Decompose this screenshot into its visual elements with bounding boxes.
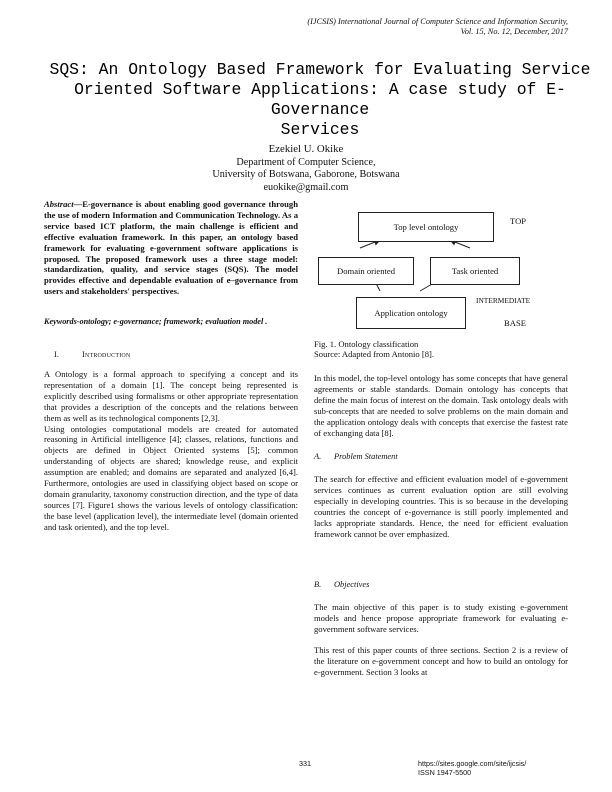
abstract — [44, 199, 298, 297]
author-university: University of Botswana, Gaborone, Botswana — [212, 169, 400, 180]
section-heading-introduction — [44, 350, 298, 361]
journal-volume: Vol. 15, No. 12, December, 2017 — [460, 27, 568, 36]
author-department: Department of Computer Science, — [236, 156, 376, 168]
subsection-heading-problem — [314, 452, 568, 463]
abstract-label: Abstract — [44, 199, 74, 209]
footer-info — [418, 759, 526, 777]
intro-paragraph-2: Using ontologies computational models are created for automated reasoning in Artificial intelligence [4]; classes, relations, functions and objects are defined in Object Oriented systems [5]; common understanding of objects are shared; knowledge reuse, and explicit assumption are enabled; and domains are separated and analyzed [6,4]. Furthermore, ontologies are used in classifying object based on scope or domain granularity, taxonomy construction direction, and the type of data sources [7]. Figure1 shows the various levels of ontology classification: the base level (application level), the intermediate level (domain oriented and task oriented), and the top level. — [44, 423, 298, 532]
box-top-level-ontology: Top level ontology — [358, 212, 494, 242]
left-column — [44, 199, 298, 533]
subsection-title: Problem Statement — [334, 452, 398, 462]
subsection-heading-objectives — [314, 580, 568, 591]
box-domain-oriented: Domain oriented — [318, 257, 414, 285]
journal-name: (IJCSIS) International Journal of Computer Science and Information Security, — [307, 17, 568, 26]
model-paragraph: In this model, the top-level ontology has some concepts that have general agreements or stable standards. Domain ontology has concepts that define the main focus of interest on the domain. Task ontology deals with sub-concepts that are needed to solve problems on the main domain and the application ontology deals with concepts that exercise the fastest rate of exchanging data [8]. — [314, 373, 568, 438]
figure-caption: Fig. 1. Ontology classification — [314, 339, 419, 349]
objectives-paragraph: The main objective of this paper is to study existing e-government models and hence propose appropriate framework for evaluating e-government software services. — [314, 601, 568, 634]
title-line-3: Services — [280, 120, 360, 139]
abstract-text: —E-governance is about enabling good governance through the use of modern Information and Communication Technology. As a service based ICT platform, the main challenge is efficient and effective evaluation framework. In this paper, an ontology based framework for evaluating e-government software applications is proposed. The proposed framework uses a three stage model: standardization, quality, and service stages (SQS). The model provides effective and dependable evaluation of e–governance from users and stakeholders' perspectives. — [44, 199, 298, 297]
figure-ontology-classification — [300, 206, 580, 336]
label-top: TOP — [510, 216, 527, 226]
right-column — [314, 373, 568, 678]
journal-url[interactable]: https://sites.google.com/site/ijcsis/ — [418, 759, 527, 768]
journal-header — [238, 17, 568, 37]
label-base: BASE — [504, 318, 526, 328]
author-block — [0, 143, 612, 194]
intro-paragraph-1: A Ontology is a formal approach to specifying a concept and its representation of a domain [1]. The concept being represented is explicitly described using formalisms or other appropriate representation that provides a description of the concepts and the relations between them as well as its technological components [2,3]. — [44, 368, 298, 423]
box-task-oriented: Task oriented — [430, 257, 520, 285]
label-intermediate: INTERMEDIATE — [476, 296, 531, 305]
title-line-2: Oriented Software Applications: A case study of E-Governance — [74, 80, 566, 119]
box-application-ontology: Application ontology — [356, 297, 466, 329]
section-title: Introduction — [82, 350, 131, 360]
subsection-number: B. — [314, 579, 322, 589]
author-email: euokike@gmail.com — [263, 181, 349, 193]
figure-caption-block — [314, 339, 574, 360]
subsection-number: A. — [314, 452, 322, 462]
journal-issn: ISSN 1947-5500 — [418, 768, 472, 777]
problem-paragraph: The search for effective and efficient evaluation model of e-government services continues as current evaluation option are still evolving especially in developing countries. This is so because in the developing countries the concept of e-governance is still poorly implemented and lacks appropriate standards. Hence, the need for efficient evaluation framework cannot be over emphasized. — [314, 474, 568, 539]
outline-paragraph: This rest of this paper counts of three sections. Section 2 is a review of the literature on e-government concept and how to build an ontology for e-government. Section 3 looks at — [314, 645, 568, 678]
author-name: Ezekiel U. Okike — [268, 143, 344, 155]
title-line-1: SQS: An Ontology Based Framework for Evaluating Service — [49, 60, 591, 79]
keywords: Keywords-ontology; e-governance; framework; evaluation model . — [44, 317, 268, 327]
paper-title — [40, 60, 600, 140]
subsection-title: Objectives — [334, 579, 370, 589]
page-number: 331 — [299, 759, 311, 768]
figure-source: Source: Adapted from Antonio [8]. — [314, 349, 435, 360]
section-number: I. — [54, 350, 60, 360]
